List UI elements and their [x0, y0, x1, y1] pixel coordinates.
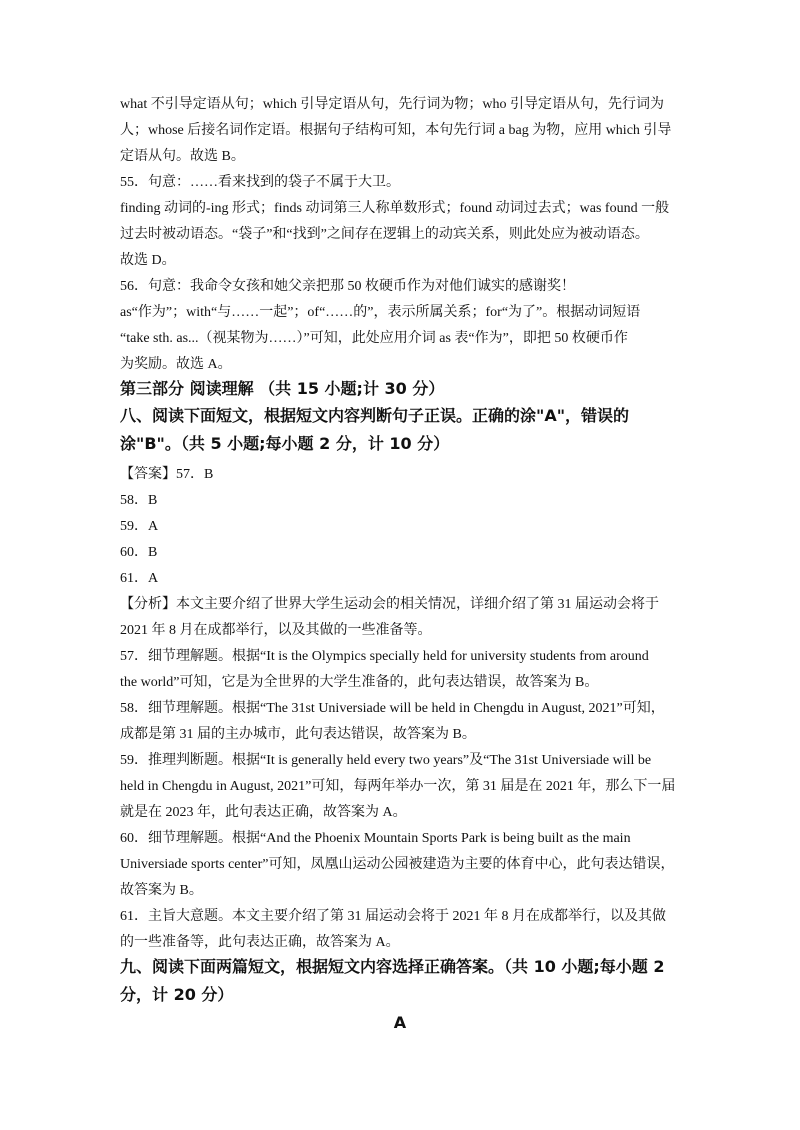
answer-line: 61．A [120, 571, 159, 586]
text-line: 人；whose 后接名词作定语。根据句子结构可知，本句先行词 a bag 为物，应用 which 引导 [120, 123, 672, 138]
text-line: 57．细节理解题。根据“It is the Olympics specially held for university students from around [120, 649, 649, 664]
text-line: 55．句意：……看来找到的袋子不属于大卫。 [120, 175, 400, 190]
text-line: 过去时被动语态。“袋子”和“找到”之间存在逻辑上的动宾关系，则此处应为被动语态。 [120, 227, 649, 242]
question-heading: 八、阅读下面短文，根据短文内容判断句子正误。正确的涂"A"，错误的 [120, 406, 630, 425]
text-line: held in Chengdu in August, 2021”可知，每两年举办一次，第 31 届是在 2021 年，那么下一届 [120, 779, 676, 794]
text-line: Universiade sports center”可知，凤凰山运动公园被建造为主要的体育中心，此句表达错误， [120, 857, 675, 872]
text-line: 58．细节理解题。根据“The 31st Universiade will be held in Chengdu in August, 2021”可知， [120, 701, 665, 716]
text-line: 定语从句。故选 B。 [120, 149, 245, 164]
answer-line: 60．B [120, 545, 158, 560]
question-heading: 涂"B"。（共 5 小题;每小题 2 分，计 10 分） [120, 434, 450, 453]
text-line: 2021 年 8 月在成都举行，以及其做的一些准备等。 [120, 623, 432, 638]
text-line: 故选 D。 [120, 253, 176, 268]
text-line: 的一些准备等，此句表达正确，故答案为 A。 [120, 935, 400, 950]
text-line: what 不引导定语从句；which 引导定语从句，先行词为物；who 引导定语从句，先行词为 [120, 97, 665, 112]
text-line: 【分析】本文主要介绍了世界大学生运动会的相关情况，详细介绍了第 31 届运动会将于 [120, 597, 659, 612]
text-line: 60．细节理解题。根据“And the Phoenix Mountain Sports Park is being built as the main [120, 831, 631, 846]
section-heading: 第三部分 阅读理解 （共 15 小题;计 30 分） [120, 379, 445, 398]
answer-line: 59．A [120, 519, 159, 534]
text-line: 为奖励。故选 A。 [120, 357, 232, 372]
text-line: 56．句意：我命令女孩和她父亲把那 50 枚硬币作为对他们诚实的感谢奖！ [120, 279, 575, 294]
text-line: as“作为”；with“与……一起”；of“……的”，表示所属关系；for“为了”。根据动词短语 [120, 305, 641, 320]
text-line: 成都是第 31 届的主办城市，此句表达错误，故答案为 B。 [120, 727, 476, 742]
answer-line: 58．B [120, 493, 158, 508]
text-line: 故答案为 B。 [120, 883, 203, 898]
question-heading: 九、阅读下面两篇短文，根据短文内容选择正确答案。（共 10 小题;每小题 2 [120, 957, 665, 976]
question-heading: 分，计 20 分） [120, 985, 234, 1004]
text-line: 61．主旨大意题。本文主要介绍了第 31 届运动会将于 2021 年 8 月在成都举行，以及其做 [120, 909, 666, 924]
text-line: 59．推理判断题。根据“It is generally held every two years”及“The 31st Universiade will be [120, 753, 652, 768]
answer-line: 【答案】57．B [120, 467, 214, 482]
text-line: the world”可知，它是为全世界的大学生准备的，此句表达错误，故答案为 B。 [120, 675, 599, 690]
passage-label: A [393, 1013, 407, 1032]
text-line: 就是在 2023 年，此句表达正确，故答案为 A。 [120, 805, 407, 820]
text-line: “take sth. as...（视某物为……）”可知，此处应用介词 as 表“作为”，即把 50 枚硬币作 [120, 331, 628, 346]
text-line: finding 动词的-ing 形式；finds 动词第三人称单数形式；found 动词过去式；was found 一般 [120, 201, 670, 216]
